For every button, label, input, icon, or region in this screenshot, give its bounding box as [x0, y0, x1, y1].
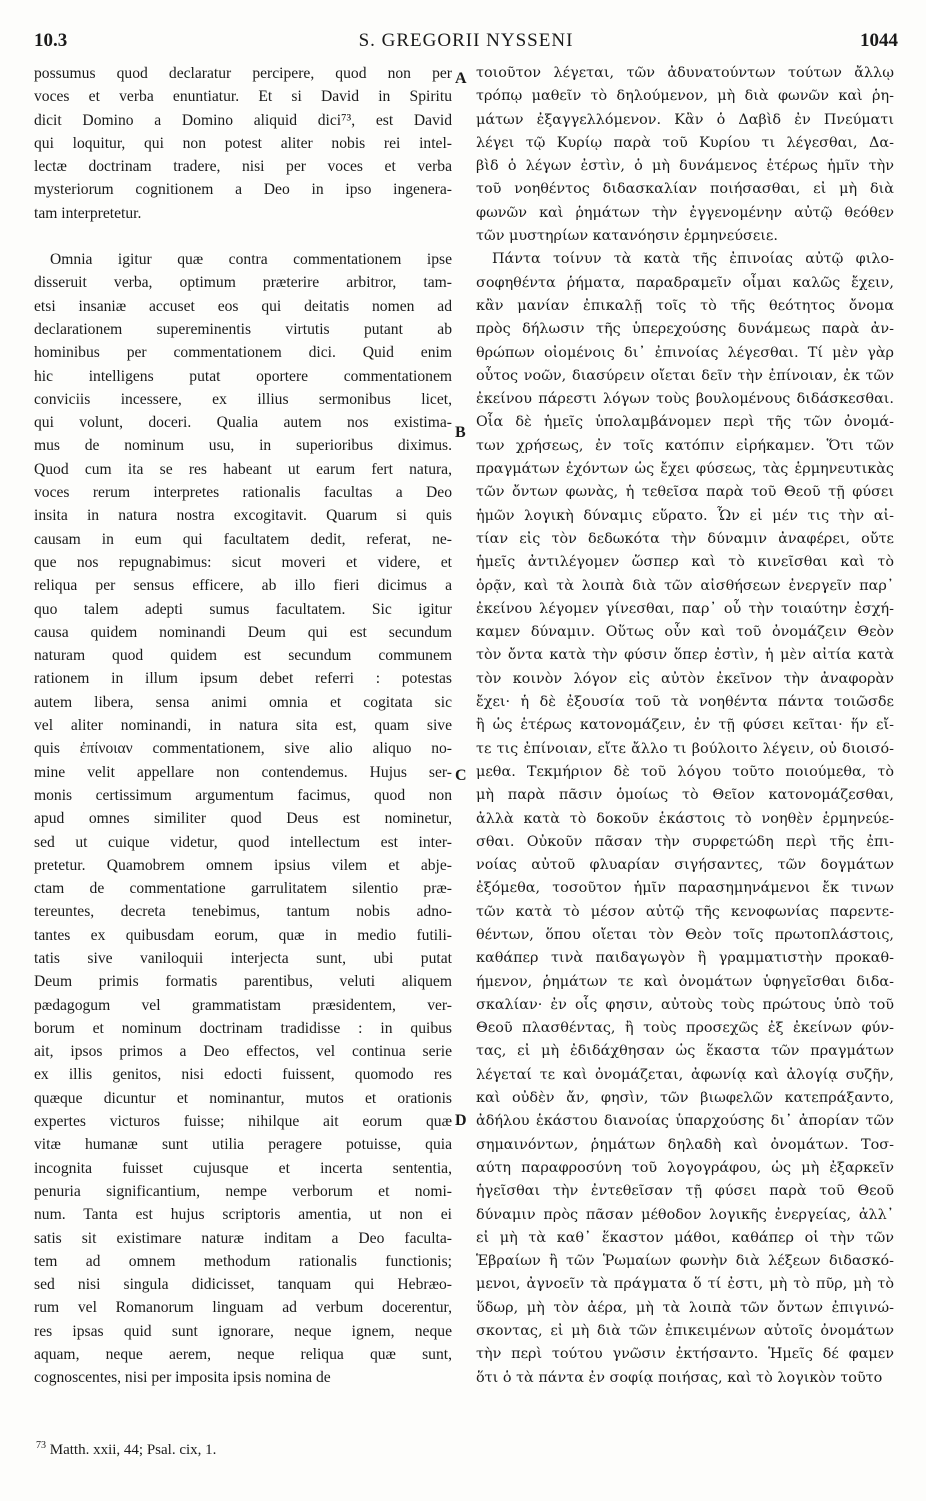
latin-text-line: Deum primis formatis parentibus, veluti aliquem — [34, 973, 452, 991]
latin-text-line: qui loquitur, qui non potest aliter nobis rei intel- — [34, 134, 452, 152]
greek-text-line: μὴ παρὰ πᾶσιν ὁμοίως τὸ Θεῖον κατονομάζεσθαι, — [476, 787, 894, 804]
latin-text-line: tatis sive vaniloquii interjecta sunt, ubi putat — [34, 949, 452, 967]
greek-text-line: ήμενον, ῥημάτων τε καὶ ὀνομάτων ὑφηγεῖσθαι διδα- — [476, 973, 894, 990]
greek-text-line: οὗτος νοῶν, διασύρειν οἴεται δεῖν τὴν ἐπίνοιαν, ἐκ τῶν — [476, 367, 894, 384]
latin-text-line: vel aliter nominandi, in natura sita est, quam sive — [34, 717, 452, 735]
greek-text-line: Ἑβραίων ἢ τῶν Ῥωμαίων φωνὴν διὰ λέξεων διδασκό- — [476, 1253, 894, 1270]
greek-text-line: ἀλλὰ κατὰ τὸ δοκοῦν ἑκάστοις τὸ νοηθὲν ἑρμηνεύε- — [476, 810, 894, 827]
latin-text-line: pædagogum vel grammatistam præsidentem, ver- — [34, 996, 452, 1014]
footnote — [36, 1440, 216, 1459]
greek-text-line: πρὸς δήλωσιν τῆς ὑπερεχούσης δυνάμεως παρὰ ἀν- — [476, 321, 894, 338]
latin-text-line: autem libera, sensa animi omnia et cogitata sic — [34, 693, 452, 711]
latin-text-line: rationem in illum ipsum debet referri : potestas — [34, 670, 452, 688]
running-header — [34, 30, 898, 54]
greek-text-line: βὶδ ὁ λέγων ἐστὶν, ὁ μὴ δυνάμενος ἑτέρως ἡμῖν τὴν — [476, 158, 894, 175]
greek-text-line: μενοι, ἀγνοεῖν τὰ πράγματα ὅ τί ἐστι, μὴ τὸ πῦρ, μὴ τὸ — [476, 1276, 894, 1293]
latin-text-line: tantes ex quibusdam eorum, quæ in medio futili- — [34, 926, 452, 944]
latin-text-line: tereuntes, decreta tenebimus, tantum nobis adno- — [34, 903, 452, 921]
latin-text-line: declarationem supereminentis virtutis putant ab — [34, 320, 452, 338]
latin-text-line: sed ut cuique videtur, quod intellectum est inter- — [34, 833, 452, 851]
greek-text-line: σοφηθέντα ῥήματα, παραδραμεῖν οἶμαι καλῶς ἔχειν, — [476, 274, 894, 291]
greek-text-line: δύναμιν πρὸς πᾶσαν μέθοδον λογικῆς ἐνεργείας, ἀλλ᾽ — [476, 1206, 894, 1223]
greek-text-line: τὸν ὄντα κατὰ τὴν φύσιν ὅπερ ἐστὶν, ἡ μὲν αἰτία κατὰ — [476, 647, 894, 664]
latin-text-line: res ipsas quid sunt ignorare, neque ignem, neque — [34, 1322, 452, 1340]
greek-text-line: τε τις ἐπίνοιαν, εἴτε ἄλλο τι βούλοιτο λέγειν, οὐ διοισό- — [476, 740, 894, 757]
greek-text-line: Οἷα δὲ ἡμεῖς ὑπολαμβάνομεν περὶ τῆς τῶν ὀνομά- — [476, 414, 894, 431]
greek-text-line: των χρήσεως, ἐν τοῖς κατόπιν εἰρήκαμεν. Ὅτι τῶν — [476, 437, 894, 454]
greek-text-line: σκοντας, εἰ μὴ διὰ τῶν ἐπικειμένων αὐτοῖς ὀνομάτων — [476, 1323, 894, 1340]
greek-text-line: λέγεταί τε καὶ ὀνομάζεται, ἀφωνίᾳ καὶ ἀλογίᾳ συζῆν, — [476, 1066, 894, 1083]
latin-text-line: qui volunt, doceri. Qualia autem nos existima- — [34, 414, 452, 432]
greek-text-line: καθάπερ τινὰ παιδαγωγὸν ἢ γραμματιστὴν προκαθ- — [476, 950, 894, 967]
section-marker-a: A — [455, 70, 467, 87]
latin-text-line: ait, ipsos primos a Deo effectos, vel continua serie — [34, 1043, 452, 1061]
latin-text-line: Quod cum ita se res habeant ut earum fert natura, — [34, 460, 452, 478]
greek-text-line: σημαινόντων, ῥημάτων δηλαδὴ καὶ ὀνομάτων. Τοσ- — [476, 1136, 894, 1153]
latin-text-line: hominibus per commentationem dici. Quid enim — [34, 344, 452, 362]
latin-text-line: satis sit existimare naturæ inditam a Deo faculta- — [34, 1229, 452, 1247]
latin-text-line: disseruit verba, optimum præterire arbitror, tam- — [34, 274, 452, 292]
greek-text-line: ἢ ὡς ἑτέρως κατονομάζειν, ἐν τῇ φύσει κεῖται· ἥν εἴ- — [476, 717, 894, 734]
greek-text-line: ὕδωρ, μὴ τὸν ἀέρα, μὴ τὰ λοιπὰ τῶν ὄντων ἐπιγινώ- — [476, 1299, 894, 1316]
greek-text-line: φωνῶν καὶ ῥημάτων τὴν ἐγγενομένην αὐτῷ θεόθεν — [476, 204, 894, 221]
latin-text-line: borum et nominum doctrinam tradidisse : in quibus — [34, 1019, 452, 1037]
latin-text-line: incognita fuisset cujusque et incerta sententia, — [34, 1159, 452, 1177]
latin-text-line: expertes victuros fuisse; nihilque ait eorum quæ — [34, 1113, 452, 1131]
greek-text-line: ἡμεῖς ἀντιλέγομεν ὥσπερ καὶ τὸ κινεῖσθαι καὶ τὸ — [476, 554, 894, 571]
latin-text-line: apud omnes similiter quod Deus est nominetur, — [34, 810, 452, 828]
latin-text-line: possumus quod declaratur percipere, quod non per — [34, 65, 452, 82]
latin-text-line: hic intelligens putat oportere commentationem — [34, 367, 452, 385]
latin-text-line: mysteriorum cognitionem a Deo in ipso ingenera- — [34, 181, 452, 199]
greek-column — [476, 62, 894, 1390]
latin-text-line: rum vel Romanorum linguam ad verbum docerentur, — [34, 1299, 452, 1317]
latin-text-line: ctam de commentatione garrulitatem silentio præ- — [34, 880, 452, 898]
latin-text-line: reliqua per sensus efficere, ab illo fieri dicimus a — [34, 577, 452, 595]
greek-text-line: τας, εἰ μὴ ἐδιδάχθησαν ὡς ἕκαστα τῶν πραγμάτων — [476, 1043, 894, 1060]
latin-text-line: tem ad omnem methodum rationalis functionis; — [34, 1252, 452, 1270]
greek-text-line: μεθα. Τεκμήριον δὲ τοῦ λόγου τοῦτο ποιούμεθα, τὸ — [476, 763, 894, 780]
greek-text-line: τὴν περὶ τούτου γνῶσιν ἐκτήσαντο. Ἡμεῖς δέ φαμεν — [476, 1346, 894, 1363]
greek-text-line: τρόπῳ μαθεῖν τὸ δηλούμενον, μὴ διὰ φωνῶν καὶ ῥη- — [476, 88, 894, 105]
greek-text-line: σκαλίαν· ἐν οἷς φησιν, αὐτοὺς τοὺς πρώτους ὑπὸ τοῦ — [476, 996, 894, 1013]
latin-text-line: etsi insaniæ accuset eos qui deitatis nomen ad — [34, 297, 452, 315]
greek-text-line: νοίας αὐτοῦ φλυαρίαν σιγήσαντες, τῶν δογμάτων — [476, 857, 894, 874]
section-marker-b: B — [455, 424, 466, 441]
latin-text-line: voces rerum interpretes rationalis facultas a Deo — [34, 484, 452, 502]
greek-text-line: ἐκείνου λέγομεν γίνεσθαι, παρ᾽ οὗ τὴν τοιαύτην ἐσχή- — [476, 600, 894, 617]
latin-text-line: causam in eum qui facultatem dedit, referat, ne- — [34, 530, 452, 548]
latin-text-line: quo talem adepti sumus facultatem. Sic igitur — [34, 600, 452, 618]
latin-text-line: vitæ humanæ sunt utilia peragere potuisse, quia — [34, 1136, 452, 1154]
greek-text-line: εἰ μὴ τὰ καθ᾽ ἕκαστον μάθοι, καθάπερ οἱ τὴν τῶν — [476, 1229, 894, 1246]
latin-text-line: insita in natura nostra excogitavit. Quarum si quis — [34, 507, 452, 525]
latin-text-line: monis certissimum argumentum facimus, quod non — [34, 786, 452, 804]
right-column-number: 1044 — [860, 30, 898, 51]
greek-text-line: καὶ οὐδὲν ἄν, φησὶν, τῶν βιωφελῶν κατεπράξαντο, — [476, 1090, 894, 1107]
left-column-number: 10.3 — [34, 30, 68, 51]
latin-text-line: sed nisi singula didicisset, tanquam qui Hebræo- — [34, 1276, 452, 1294]
latin-text-line: dicit Domino a Domino aliquid dici⁷³, est David — [34, 111, 452, 129]
greek-text-line: Θεοῦ πλασθέντας, ἢ τοὺς προσεχῶς ἐξ ἐκείνων φύν- — [476, 1020, 894, 1037]
latin-text-line: cognoscentes, nisi per imposita ipsis nomina de — [34, 1369, 331, 1387]
section-marker-c: C — [455, 767, 467, 784]
latin-text-line: quæque dicuntur et nominantur, mutos et orationis — [34, 1089, 452, 1107]
latin-text-line: Omnia igitur quæ contra commentationem ipse — [50, 251, 452, 269]
latin-text-line: voces et verba enuntiatur. Et si David in Spiritu — [34, 88, 452, 106]
greek-text-line: τοιοῦτον λέγεται, τῶν ἀδυνατούντων τούτων ἄλλῳ — [476, 65, 894, 81]
greek-text-line: σθαι. Οὐκοῦν πᾶσαν τὴν συρφετώδη περὶ τῆς ἐπι- — [476, 833, 894, 850]
latin-text-line: aquam, neque aerem, neque reliqua quæ sunt, — [34, 1346, 452, 1364]
greek-text-line: τῶν κατὰ τὸ μέσον αὐτῷ τῆς κενοφωνίας παρεντε- — [476, 903, 894, 920]
greek-text-line: ἐξόμεθα, τοσοῦτον ἡμῖν παρασημηνάμενοι ἔκ τινων — [476, 880, 894, 897]
latin-text-line: num. Tanta est hujus scriptoris amentia, ut non ei — [34, 1206, 452, 1224]
latin-text-line: pretetur. Quamobrem omnem ipsius vilem et abje- — [34, 856, 452, 874]
greek-text-line: τίαν εἰς τὸν δεδωκότα τὴν δύναμιν ἀναφέρει, οὔτε — [476, 530, 894, 547]
greek-text-line: ἡμῶν λογικὴ δύναμις εὕρατο. Ὧν εἰ μέν τις τὴν αἰ- — [476, 507, 894, 524]
greek-text-line: τῶν μυστηρίων κατανόησιν ἑρμηνεύσειε. — [476, 228, 778, 245]
latin-text-line: mus de nominum usu, in superioribus diximus. — [34, 437, 452, 455]
greek-text-line: θέντων, ὅπου οἴεται τὸν Θεὸν τοῖς πρωτοπλάστοις, — [476, 926, 894, 943]
latin-text-line: naturam quod quidem est secundum communem — [34, 647, 452, 665]
greek-text-line: ἐκείνου πάρεστι λόγων τοὺς βουλομένους διδάσκεσθαι. — [476, 391, 894, 408]
greek-text-line: τοῦ νοηθέντος διδασκαλίαν ποιήσασθαι, εἰ μὴ διὰ — [476, 181, 894, 198]
greek-text-line: ὅτι ὁ τὰ πάντα ἐν σοφίᾳ ποιήσας, καὶ τὸ λογικὸν τοῦτο — [476, 1369, 883, 1386]
latin-column — [34, 62, 452, 1390]
section-marker-d: D — [455, 1112, 467, 1129]
latin-text-line: quis ἐπίνοιαν commentationem, sive alio aliquo no- — [34, 740, 452, 758]
latin-text-line: tam interpretetur. — [34, 204, 142, 222]
latin-text-line: ex illis genitos, nisi edocti fuissent, quomodo res — [34, 1066, 452, 1084]
paragraph-gap — [34, 225, 452, 248]
running-title: S. GREGORII NYSSENI — [358, 30, 574, 51]
latin-text-line: conviciis incessere, ex illius sermonibus licet, — [34, 390, 452, 408]
greek-text-line: θρώπων οἰομένοις δι᾽ ἐπινοίας λέγεσθαι. Τί μὲν γὰρ — [476, 344, 894, 361]
latin-text-line: mine velit appellare non contendemus. Hujus ser- — [34, 763, 452, 781]
greek-text-line: μάτων ἐξαγγελλόμενον. Κἂν ὁ Δαβὶδ ἐν Πνεύματι — [476, 111, 894, 128]
greek-text-line: τῶν ὄντων φωνὰς, ἡ τεθεῖσα παρὰ τοῦ Θεοῦ τῇ φύσει — [476, 484, 894, 501]
latin-text-line: causa quidem nominandi Deum qui est secundum — [34, 623, 452, 641]
latin-text-line: penuria significantium, nempe verborum et nomi- — [34, 1182, 452, 1200]
greek-text-line: ἔχει· ἡ δὲ ἐξουσία τοῦ τὰ νοηθέντα πάντα τοιῶσδε — [476, 694, 894, 711]
greek-text-line: Πάντα τοίνυν τὰ κατὰ τῆς ἐπινοίας αὐτῷ φιλο- — [492, 251, 894, 268]
greek-text-line: ἡγεῖσθαι τὴν ἐντεθεῖσαν τῇ φύσει παρὰ τοῦ Θεοῦ — [476, 1183, 894, 1200]
greek-text-line: αύτη παραφροσύνη τοῦ λογογράφου, ὡς μὴ ἐξαρκεῖν — [476, 1159, 894, 1176]
greek-text-line: ἀδήλου ἑκάστου διανοίας ὑπαρχούσης δι᾽ ἀπορίαν τῶν — [476, 1113, 894, 1130]
footnote-number: 73 — [36, 1440, 46, 1451]
footnote-text: Matth. xxii, 44; Psal. cix, 1. — [49, 1442, 217, 1458]
greek-text-line: πραγμάτων ἐχόντων ὡς ἔχει φύσεως, τὰς ἑρμηνευτικὰς — [476, 461, 894, 478]
greek-text-line: λέγει τῷ Κυρίῳ παρὰ τοῦ Κυρίου τι λέγεσθαι, Δα- — [476, 134, 894, 151]
latin-text-line: lectæ doctrinam tradere, nisi per voces et verba — [34, 158, 452, 176]
greek-text-line: καμεν δύναμιν. Οὕτως οὖν καὶ τοῦ ὀνομάζειν Θεὸν — [476, 624, 894, 641]
greek-text-line: τὸν κοινὸν λόγον εἰς αὐτὸν ἐκεῖνον τὴν ἀναφορὰν — [476, 670, 894, 687]
latin-text-line: que nos repugnabimus: sicut moveri et videre, et — [34, 553, 452, 571]
greek-text-line: ὁρᾷν, καὶ τὰ λοιπὰ διὰ τῶν αἰσθήσεων ἐνεργεῖν παρ᾽ — [476, 577, 894, 594]
greek-text-line: κἂν μανίαν ἐπικαλῇ τοῖς τὸ τῆς θεότητος ὄνομα — [476, 297, 894, 314]
